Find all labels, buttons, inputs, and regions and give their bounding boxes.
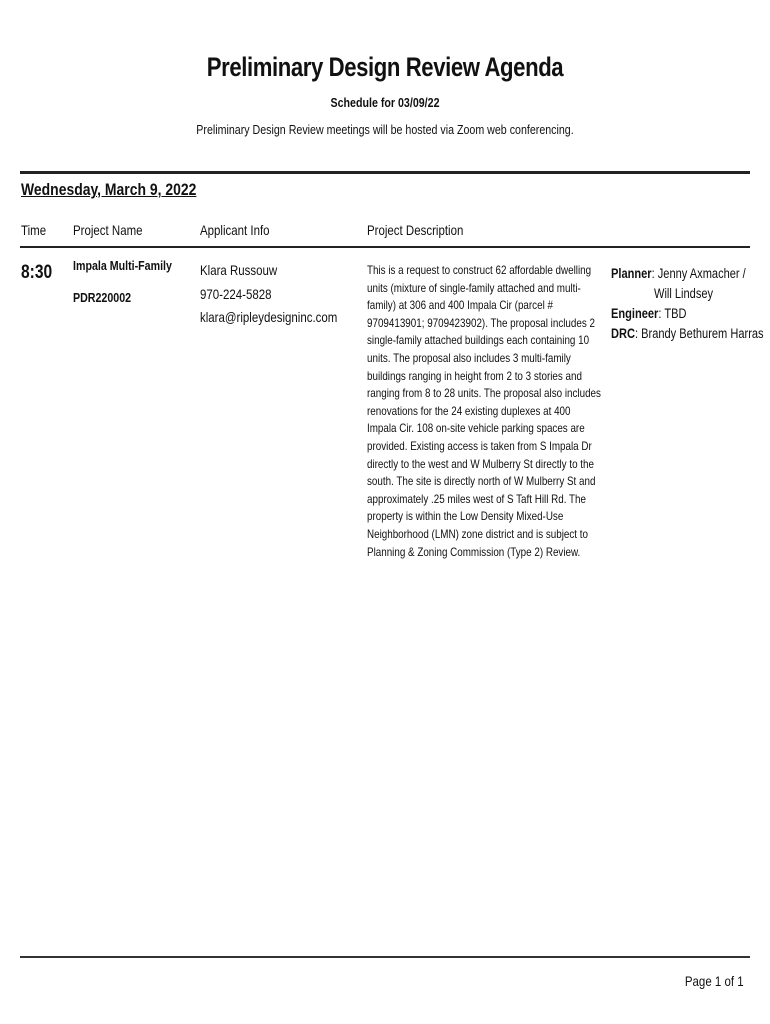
drc-label: DRC [611,326,635,341]
applicant-email: klara@ripleydesigninc.com [200,309,338,325]
footer-divider [20,956,750,958]
staff-planner [611,266,746,281]
applicant-phone: 970-224-5828 [200,286,272,302]
schedule-date: Schedule for 03/09/22 [330,95,440,110]
project-description: This is a request to construct 62 affordable dwelling units (mixture of single-family attached and multi-family) at 306 and 400 Impala Cir (parcel # 9709413901; 9709423902). The proposal includes 2 single-family attached buildings each containing 10 units. The proposal also includes 3 multi-family buildings ranging in height from 2 to 3 stories and ranging from 8 to 28 units. The proposal also includes renovations for the 24 existing duplexes at 400 Impala Cir. 108 on-site vehicle parking spaces are provided. Existing access is taken from S Impala Dr directly to the west and W Mulberry St directly to the south. The site is directly north of W Mulberry St and approximately .25 miles west of S Taft Hill Rd. The property is within the Low Density Mixed-Use Neighborhood (LMN) zone district and is subject to Planning & Zoning Commission (Type 2) Review. [367,263,601,559]
meeting-notice: Preliminary Design Review meetings will be hosted via Zoom web conferencing. [196,122,574,137]
item-project-name: Impala Multi-Family [73,258,172,273]
item-time: 8:30 [21,262,53,283]
planner-label: Planner [611,266,652,281]
page-title: Preliminary Design Review Agenda [206,52,564,82]
item-project-id: PDR220002 [73,290,132,305]
staff-engineer [611,306,686,321]
top-divider [20,171,750,174]
staff-drc [611,326,764,341]
column-header-time: Time [21,222,47,238]
day-heading: Wednesday, March 9, 2022 [21,180,197,199]
column-header-project-name: Project Name [73,222,143,238]
drc-value: : Brandy Bethurem Harras [634,326,764,341]
header-divider [20,246,750,248]
page-number: Page 1 of 1 [685,973,744,989]
applicant-name: Klara Russouw [200,262,278,278]
column-header-project-description: Project Description [367,222,464,238]
column-header-applicant-info: Applicant Info [200,222,270,238]
staff-planner-2: Will Lindsey [654,286,714,301]
engineer-value: : TBD [658,306,687,321]
engineer-label: Engineer [611,306,659,321]
planner-value: : Jenny Axmacher / [651,266,746,281]
